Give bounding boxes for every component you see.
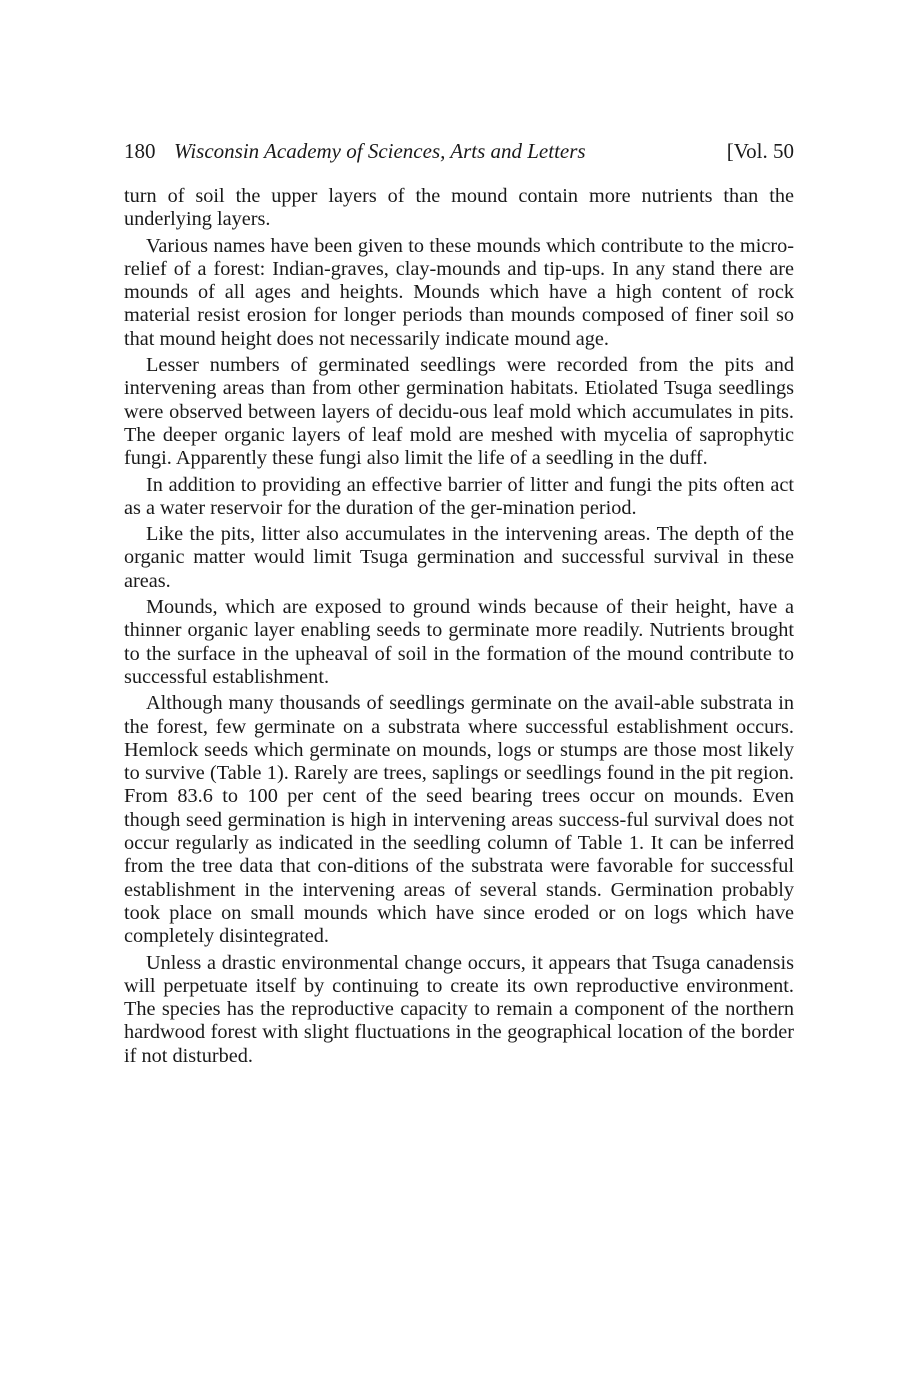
paragraph-continued: turn of soil the upper layers of the mound contain more nutrients than the underlying layers. [124,185,794,231]
journal-title: Wisconsin Academy of Sciences, Arts and Letters [174,139,586,163]
paragraph: Unless a drastic environmental change occurs, it appears that Tsuga canadensis will perpetuate itself by continuing to create its own reproductive environment. The species has the reproductive capacity to remain a component of the northern hardwood forest with slight fluctuations in the geographical location of the border if not disturbed. [124,951,794,1067]
paragraph: In addition to providing an effective barrier of litter and fungi the pits often act as a water reservoir for the duration of the ger-mination period. [124,473,794,519]
paragraph: Although many thousands of seedlings germinate on the avail-able substrata in the forest, few germinate on a substrata where successful establishment occurs. Hemlock seeds which germinate on mounds, logs or stumps are those most likely to survive (Table 1). Rarely are trees, saplings or seedlings found in the pit region. From 83.6 to 100 per cent of the seed bearing trees occur on mounds. Even though seed germination is high in intervening areas success-ful survival does not occur regularly as indicated in the seedling column of Table 1. It can be inferred from the tree data that con-ditions of the substrata were favorable for successful establishment in the intervening areas of several stands. Germination probably took place on small mounds which have since eroded or on logs which have completely disintegrated. [124,692,794,948]
paragraph: Like the pits, litter also accumulates in the intervening areas. The depth of the organic matter would limit Tsuga germination and successful survival in these areas. [124,523,794,592]
page-number: 180 [124,139,156,163]
running-head [124,136,794,166]
body-text [124,185,794,1071]
paragraph: Mounds, which are exposed to ground winds because of their height, have a thinner organic layer enabling seeds to germinate more readily. Nutrients brought to the surface in the upheaval of soil in the formation of the mound contribute to successful establishment. [124,596,794,688]
paragraph: Various names have been given to these mounds which contribute to the micro-relief of a forest: Indian-graves, clay-mounds and tip-ups. In any stand there are mounds of all ages and heights. Mounds which have a high content of rock material resist erosion for longer periods than mounds composed of finer soil so that mound height does not necessarily indicate mound age. [124,234,794,350]
paragraph: Lesser numbers of germinated seedlings were recorded from the pits and intervening areas than from other germination habitats. Etiolated Tsuga seedlings were observed between layers of decidu-ous leaf mold which accumulates in pits. The deeper organic layers of leaf mold are meshed with mycelia of saprophytic fungi. Apparently these fungi also limit the life of a seedling in the duff. [124,354,794,470]
volume-label: [Vol. 50 [726,139,794,163]
